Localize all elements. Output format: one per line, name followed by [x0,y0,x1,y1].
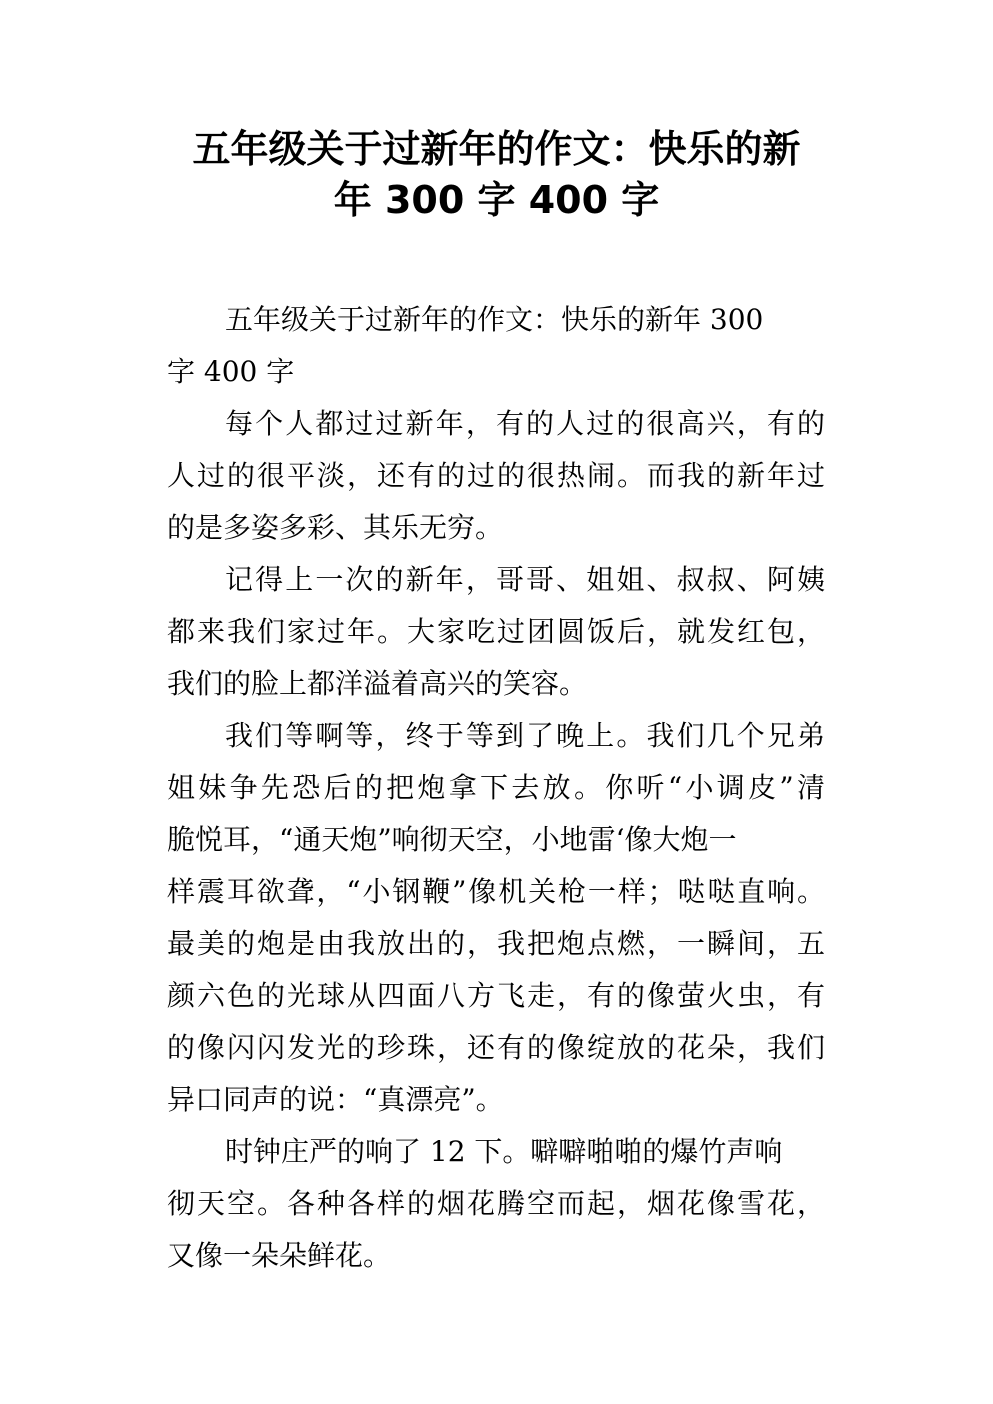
title-line-2: 年 300 字 400 字 [333,178,660,222]
body-line: 时钟庄严的响了 12 下。噼噼啪啪的爆竹声响 [225,1135,783,1168]
body-line: 脆悦耳，“通天炮”响彻天空，小地雷‘像大炮一 [167,823,737,856]
document-title [0,124,993,226]
body-line: 颜六色的光球从四面八方飞走，有的像萤火虫，有 [167,979,825,1012]
body-line: 又像一朵朵鲜花。 [167,1239,392,1272]
body-line: 五年级关于过新年的作文：快乐的新年 300 [225,303,764,336]
body-line: 我们等啊等，终于等到了晚上。我们几个兄弟 [225,719,825,752]
body-line: 的像闪闪发光的珍珠，还有的像绽放的花朵，我们 [167,1031,825,1064]
body-line: 样震耳欲聋，“小钢鞭”像机关枪一样；哒哒直响。 [167,875,825,908]
document-body [167,294,825,1282]
body-line: 记得上一次的新年，哥哥、姐姐、叔叔、阿姨 [225,563,825,596]
body-line: 字 400 字 [167,355,295,388]
body-line: 姐妹争先恐后的把炮拿下去放。你听“小调皮”清 [167,771,825,804]
body-line: 我们的脸上都洋溢着高兴的笑容。 [167,667,588,700]
body-line: 的是多姿多彩、其乐无穷。 [167,511,504,544]
body-line: 都来我们家过年。大家吃过团圆饭后，就发红包， [167,615,825,648]
title-line-1: 五年级关于过新年的作文：快乐的新 [192,127,801,171]
body-line: 彻天空。各种各样的烟花腾空而起，烟花像雪花， [167,1187,825,1220]
body-line: 最美的炮是由我放出的，我把炮点燃，一瞬间，五 [167,927,825,960]
body-line: 人过的很平淡，还有的过的很热闹。而我的新年过 [167,459,825,492]
body-line: 每个人都过过新年，有的人过的很高兴，有的 [225,407,825,440]
body-line: 异口同声的说：“真漂亮”。 [167,1083,504,1116]
